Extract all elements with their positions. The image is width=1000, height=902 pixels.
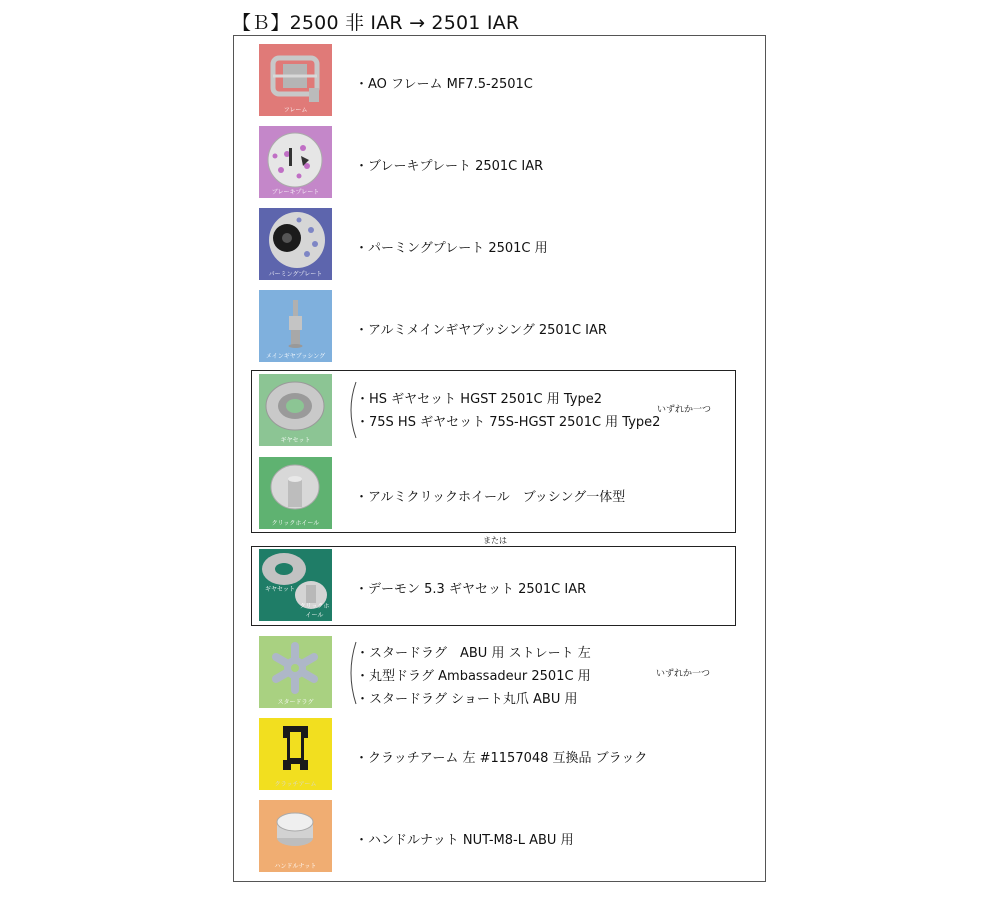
perming-plate-label: ・パーミングプレート 2501C 用 <box>355 241 548 256</box>
star-drag-caption: スタードラグ <box>277 699 314 706</box>
clutch-arm-thumbnail <box>259 718 332 790</box>
page-title: 【Ｂ】2500 非 IAR → 2501 IAR <box>232 12 520 34</box>
star-drag-thumbnail <box>259 636 332 708</box>
drag-option-3: ・スタードラグ ショート丸爪 ABU 用 <box>356 692 578 707</box>
gear-option-2: ・75S HS ギヤセット 75S-HGST 2501C 用 Type2 <box>356 415 661 430</box>
bushing-thumbnail <box>259 290 332 362</box>
brake-plate-thumbnail <box>259 126 332 198</box>
brake-plate-caption: ブレーキプレート <box>271 189 320 196</box>
clutch-arm-caption: クラッチアーム <box>274 781 317 788</box>
gear-choose-one-note: いずれか一つ <box>657 405 712 415</box>
frame-thumbnail <box>259 44 332 116</box>
bushing-caption: メインギヤブッシング <box>265 353 326 360</box>
demon-gear-caption-a: ギヤセット <box>265 586 296 593</box>
demon-gear-thumbnail <box>259 549 332 621</box>
drag-option-1: ・スタードラグ ABU 用 ストレート 左 <box>356 646 591 661</box>
or-separator: または <box>483 536 507 545</box>
perming-plate-caption: パーミングプレート <box>268 271 323 278</box>
handle-nut-caption: ハンドルナット <box>274 863 317 870</box>
gear-set-caption: ギヤセット <box>280 437 311 444</box>
drag-choose-one-note: いずれか一つ <box>656 669 711 679</box>
gear-option-1: ・HS ギヤセット HGST 2501C 用 Type2 <box>356 392 603 407</box>
click-wheel-label: ・アルミクリックホイール ブッシング一体型 <box>355 490 626 505</box>
frame-caption: フレーム <box>283 107 308 114</box>
bushing-label: ・アルミメインギヤブッシング 2501C IAR <box>355 323 607 338</box>
gear-set-thumbnail <box>259 374 332 446</box>
drag-option-2: ・丸型ドラグ Ambassadeur 2501C 用 <box>356 669 591 684</box>
handle-nut-label: ・ハンドルナット NUT-M8-L ABU 用 <box>355 833 574 848</box>
perming-plate-thumbnail <box>259 208 332 280</box>
demon-gear-label: ・デーモン 5.3 ギヤセット 2501C IAR <box>355 582 587 597</box>
click-wheel-caption: クリックホイール <box>271 520 320 527</box>
handle-nut-thumbnail <box>259 800 332 872</box>
demon-gear-caption-b: クリックホイール <box>299 603 330 619</box>
clutch-arm-label: ・クラッチアーム 左 #1157048 互換品 ブラック <box>355 751 648 766</box>
click-wheel-thumbnail <box>259 457 332 529</box>
brake-plate-label: ・ブレーキプレート 2501C IAR <box>355 159 544 174</box>
frame-label: ・AO フレーム MF7.5-2501C <box>355 77 533 92</box>
